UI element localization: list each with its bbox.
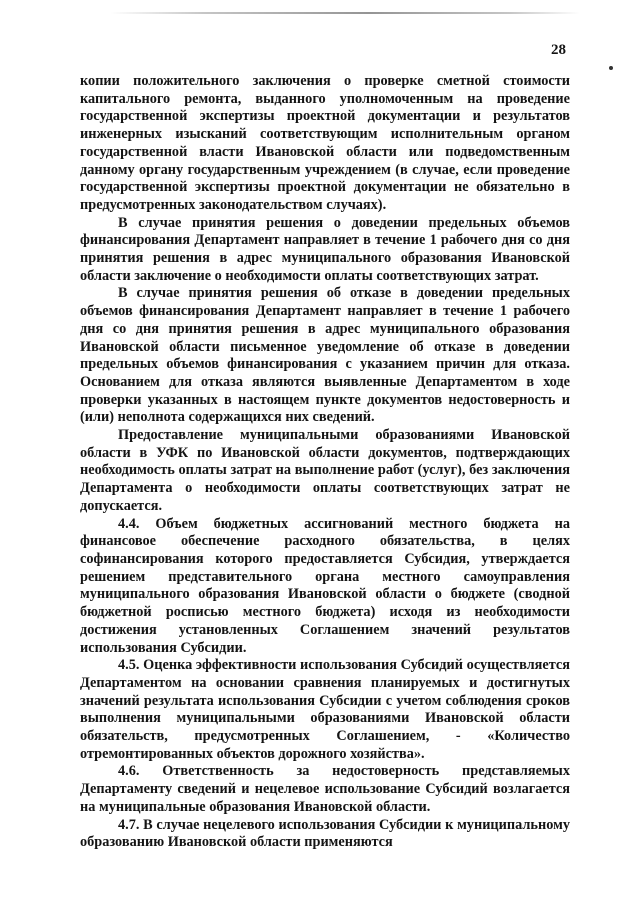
paragraph-decision-limits: В случае принятия решения о доведении предельных объемов финансирования Департамент направляет в течение 1 рабочего дня со дня принятия решения в адрес муниципального образования Ивановской области заключение о необходимости оплаты соответствующих затрат.	[80, 214, 570, 284]
document-body	[80, 73, 570, 852]
paragraph-4-4: 4.4. Объем бюджетных ассигнований местного бюджета на финансовое обеспечение расходного обязательства, в целях софинансирования которого предоставляется Субсидия, утверждается решением представительного органа местного самоуправления муниципального образования Ивановской области о бюджете (сводной бюджетной росписью местного бюджета) исходя из необходимости достижения установленных Соглашением значений результатов использования Субсидии.	[80, 515, 570, 656]
paragraph-4-5: 4.5. Оценка эффективности использования Субсидий осуществляется Департаментом на основании сравнения планируемых и достигнутых значений результата использования Субсидии с учетом соблюдения сроков выполнения муниципальными образованиями Ивановской области обязательств, предусмотренных Соглашением, - «Количество отремонтированных объектов дорожного хозяйства».	[80, 657, 570, 762]
paragraph-4-7: 4.7. В случае нецелевого использования Субсидии к муниципальному образованию Ивановской области применяются	[80, 816, 570, 851]
paragraph-4-6: 4.6. Ответственность за недостоверность представляемых Департаменту сведений и нецелевое использование Субсидий возлагается на муниципальные образования Ивановской области.	[80, 763, 570, 815]
paragraph-copy-conclusion: копии положительного заключения о проверке сметной стоимости капитального ремонта, выданного уполномоченным на проведение государственной экспертизы проектной документации и результатов инженерных изысканий соответствующим исполнительным органом государственной власти Ивановской области или подведомственным данному органу государственным учреждением (в случае, если проведение государственной экспертизы проектной документации не обязательно в предусмотренных законодательством случаях).	[80, 73, 570, 213]
paragraph-ufk: Предоставление муниципальными образованиями Ивановской области в УФК по Ивановской области документов, подтверждающих необходимость оплаты затрат на выполнение работ (услуг), без заключения Департамента о необходимости оплаты соответствующих затрат не допускается.	[80, 427, 570, 514]
scan-streak	[110, 12, 580, 14]
scan-speck	[609, 66, 613, 70]
page-number: 28	[551, 42, 566, 58]
paragraph-refusal: В случае принятия решения об отказе в доведении предельных объемов финансирования Департамент направляет в течение 1 рабочего дня со дня принятия решения в адрес муниципального образования Ивановской области письменное уведомление об отказе в доведении предельных объемов финансирования с указанием причин для отказа. Основанием для отказа являются выявленные Департаментом в ходе проверки указанных в настоящем пункте документов недостоверность и (или) неполнота содержащихся них сведений.	[80, 285, 570, 426]
